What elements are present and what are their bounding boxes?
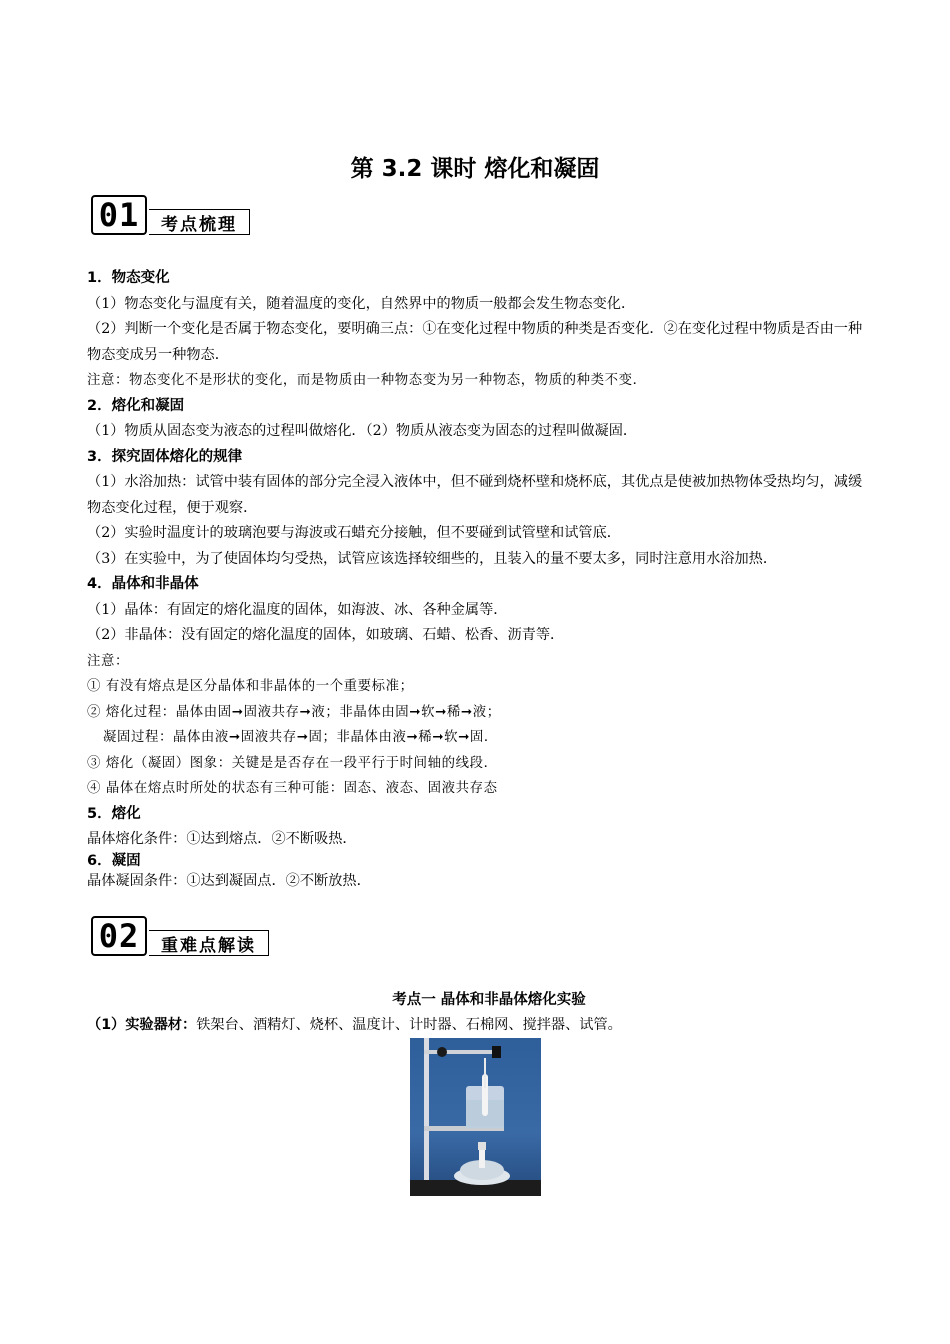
heading-1: 1．物态变化 — [87, 270, 170, 286]
equipment-text: 铁架台、酒精灯、烧杯、温度计、计时器、石棉网、搅拌器、试管。 — [196, 1017, 622, 1033]
paragraph: （1）物质从固态变为液态的过程叫做熔化．（2）物质从液态变为固态的过程叫做凝固． — [87, 423, 638, 439]
heading-5: 5．熔化 — [87, 805, 141, 822]
heading-3: 3．探究固体熔化的规律 — [87, 448, 243, 465]
paragraph: 晶体熔化条件：①达到熔点．②不断吸热． — [87, 831, 357, 847]
equipment-line — [87, 1013, 622, 1038]
note: ④ 晶体在熔点时所处的状态有三种可能：固态、液态、固液共存态 — [87, 781, 498, 796]
note: 凝固过程：晶体由液➞固液共存➞固；非晶体由液➞稀➞软➞固． — [103, 730, 498, 745]
heading-4: 4．晶体和非晶体 — [87, 576, 199, 592]
paragraph: （3）在实验中，为了使固体均匀受热，试管应该选择较细些的，且装入的量不要太多，同时注意用水浴加热． — [87, 550, 778, 567]
paragraph: （1）物态变化与温度有关，随着温度的变化，自然界中的物质一般都会发生物态变化． — [87, 295, 636, 312]
paragraph: （1）水浴加热：试管中装有固体的部分完全浸入液体中，但不碰到烧杯壁和烧杯底，其优点是使被加热物体受热均匀，减缓物态变化过程，便于观察． — [87, 474, 863, 516]
section-badge-02 — [91, 914, 269, 956]
note: 注意：物态变化不是形状的变化，而是物质由一种物态变为另一种物态，物质的种类不变． — [87, 373, 647, 388]
note: ③ 熔化（凝固）图象：关键是是否存在一段平行于时间轴的线段． — [87, 755, 498, 771]
paragraph: （1）晶体：有固定的熔化温度的固体，如海波、冰、各种金属等． — [87, 601, 508, 618]
section-label: 考点梳理 — [149, 209, 250, 235]
paragraph: （2）实验时温度计的玻璃泡要与海波或石蜡充分接触，但不要碰到试管壁和试管底． — [87, 525, 621, 541]
equipment-label: （1）实验器材： — [87, 1017, 197, 1033]
heading-6: 6．凝固 — [87, 852, 141, 869]
section-number: 02 — [91, 916, 147, 956]
page-title: 第 3.2 课时 熔化和凝固 — [350, 156, 600, 182]
subsection-title: 考点一 晶体和非晶体熔化实验 — [392, 992, 586, 1008]
section-badge-01 — [91, 193, 250, 235]
section-1-content — [87, 266, 867, 892]
section-number: 01 — [91, 195, 147, 235]
note: ① 有没有熔点是区分晶体和非晶体的一个重要标准； — [87, 679, 414, 694]
paragraph: （2）判断一个变化是否属于物态变化，要明确三点：①在变化过程中物质的种类是否变化．②在变化过程中物质是否由一种物态变成另一种物态． — [87, 321, 863, 363]
experiment-photo — [410, 1038, 541, 1196]
paragraph: 晶体凝固条件：①达到凝固点．②不断放热． — [87, 872, 371, 889]
note: ② 熔化过程：晶体由固➞固液共存➞液；非晶体由固➞软➞稀➞液； — [87, 704, 501, 720]
note: 注意： — [87, 653, 129, 669]
section-label: 重难点解读 — [149, 930, 269, 956]
heading-2: 2．熔化和凝固 — [87, 397, 185, 414]
paragraph: （2）非晶体：没有固定的熔化温度的固体，如玻璃、石蜡、松香、沥青等． — [87, 627, 565, 643]
